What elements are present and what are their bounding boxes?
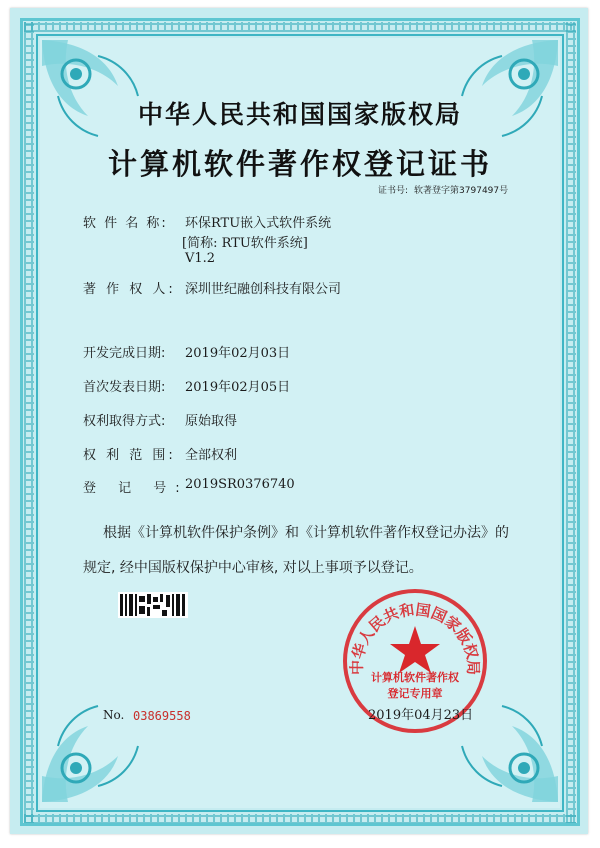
- corner-ornament-icon: [38, 686, 158, 806]
- dev-date-value: 2019年02月03日: [185, 346, 291, 361]
- issue-date: 2019年04月23日: [368, 708, 474, 723]
- statement-line-1: 根据《计算机软件保护条例》和《计算机软件著作权登记办法》的: [103, 525, 509, 541]
- owner-value: 深圳世纪融创科技有限公司: [185, 282, 342, 297]
- pub-date-value: 2019年02月05日: [185, 380, 291, 395]
- issuing-authority: 中华人民共和国国家版权局: [137, 100, 462, 129]
- certificate-number: [378, 183, 514, 196]
- acquisition-value: 原始取得: [185, 414, 238, 429]
- software-short-name: [简称: RTU软件系统]: [182, 236, 308, 251]
- statement-line-2: 规定, 经中国版权保护中心审核, 对以上事项予以登记。: [83, 560, 423, 576]
- seal-ring-text: 中华人民共和国国家版权局: [347, 600, 483, 676]
- software-name-label: 软 件 名 称:: [83, 216, 168, 231]
- seal-text-line-2: 登记专用章: [387, 687, 443, 700]
- software-name-value: 环保RTU嵌入式软件系统: [185, 216, 332, 231]
- qr-barcode-icon: [118, 592, 188, 618]
- registration-number-label: 登 记 号:: [83, 481, 189, 496]
- dev-date-label: 开发完成日期:: [83, 346, 166, 361]
- certificate-title: 计算机软件著作权登记证书: [107, 147, 492, 181]
- pub-date-label: 首次发表日期:: [83, 380, 166, 395]
- acquisition-label: 权利取得方式:: [83, 414, 166, 429]
- scope-value: 全部权利: [185, 448, 238, 463]
- owner-label: 著 作 权 人:: [83, 282, 176, 297]
- serial-number: 03869558: [133, 709, 191, 723]
- software-version: V1.2: [185, 251, 216, 266]
- serial-label: No.: [103, 708, 125, 722]
- seal-text-line-1: 计算机软件著作权: [371, 671, 459, 684]
- registration-number-value: 2019SR0376740: [185, 477, 295, 492]
- certificate-number-label: 证书号:: [378, 186, 409, 196]
- scope-label: 权 利 范 围:: [83, 448, 176, 463]
- certificate-number-value: 软著登字第3797497号: [414, 186, 509, 196]
